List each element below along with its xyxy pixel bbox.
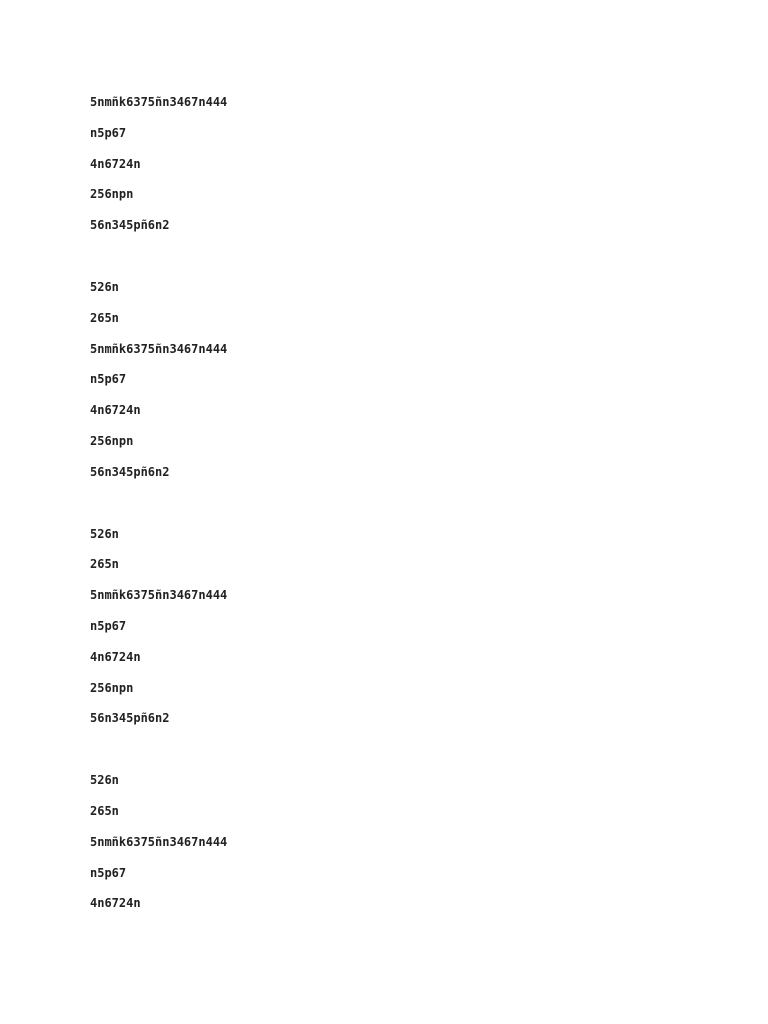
text-block-4 [90, 772, 768, 926]
text-line: 4n6724n [90, 649, 141, 664]
text-line: 4n6724n [90, 403, 141, 418]
text-line: 265n [90, 310, 119, 325]
text-line: 4n6724n [90, 896, 141, 911]
text-block-2 [90, 279, 768, 495]
text-line: 56n345pñ6n2 [90, 711, 170, 726]
text-line: 56n345pñ6n2 [90, 464, 170, 479]
text-line: 265n [90, 557, 119, 572]
text-line: 265n [90, 803, 119, 818]
text-line: 5nmñk6375ñn3467n444 [90, 834, 228, 849]
text-line: 526n [90, 279, 119, 294]
text-block-3 [90, 526, 768, 742]
text-line: 56n345pñ6n2 [90, 218, 170, 233]
text-line: n5p67 [90, 125, 127, 140]
text-line: 4n6724n [90, 156, 141, 171]
text-line: 526n [90, 773, 119, 788]
text-line: 256npn [90, 433, 134, 448]
text-line: 256npn [90, 187, 134, 202]
text-line: 5nmñk6375ñn3467n444 [90, 95, 228, 109]
text-line: 526n [90, 526, 119, 541]
text-line: n5p67 [90, 618, 127, 633]
text-line: 256npn [90, 680, 134, 695]
text-line: 5nmñk6375ñn3467n444 [90, 588, 228, 603]
text-block-1 [90, 94, 768, 248]
text-line: n5p67 [90, 865, 127, 880]
text-line: n5p67 [90, 372, 127, 387]
text-line: 5nmñk6375ñn3467n444 [90, 341, 228, 356]
